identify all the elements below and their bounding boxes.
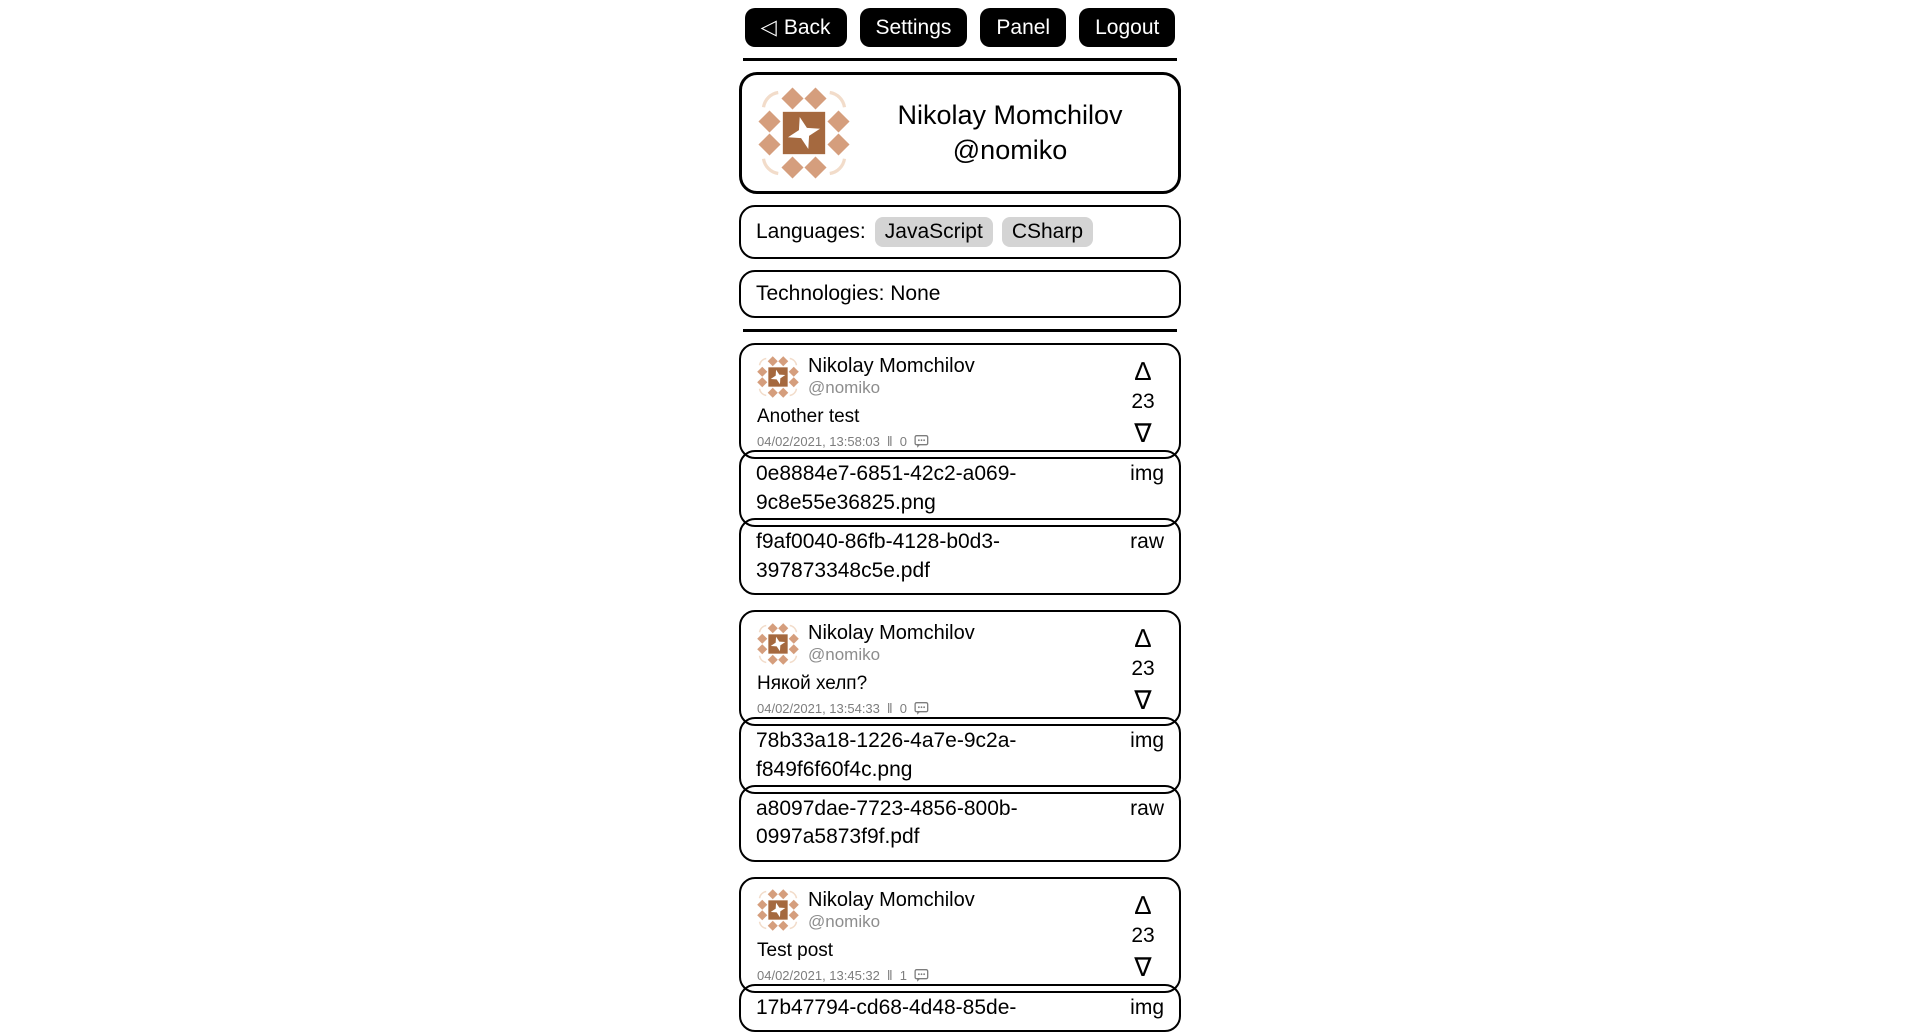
attachment-row[interactable] <box>739 984 1181 1032</box>
back-button-label: Back <box>783 16 831 39</box>
post-author-handle: @nomiko <box>808 378 881 398</box>
panel-button[interactable]: Panel <box>980 8 1066 47</box>
attachment-filename: 17b47794-cd68-4d48-85de- <box>756 996 1017 1020</box>
language-tag-csharp: CSharp <box>1002 217 1093 247</box>
attachment-filename: a8097dae-7723-4856-800b-0997a5873f9f.pdf <box>756 796 1018 849</box>
attachment-filename: 0e8884e7-6851-42c2-a069-9c8e55e36825.png <box>756 462 1017 514</box>
vote-column <box>1119 355 1167 449</box>
profile-handle: @nomiko <box>952 135 1068 166</box>
attachment-row[interactable] <box>739 450 1181 527</box>
attachment-type-badge: img <box>1130 462 1164 486</box>
upvote-icon[interactable]: ∆ <box>1135 622 1151 653</box>
comment-bubble-icon <box>914 701 929 716</box>
post-title: Test post <box>757 940 834 962</box>
comment-bubble-icon <box>914 968 929 983</box>
attachment-filename: 78b33a18-1226-4a7e-9c2a-f849f6f60f4c.png <box>756 729 1017 781</box>
post-timestamp: 04/02/2021, 13:45:32 <box>757 967 880 983</box>
attachment-type-badge: img <box>1130 729 1164 753</box>
post-meta <box>757 700 1119 716</box>
divider <box>743 58 1177 61</box>
profile-avatar-identicon <box>758 87 850 179</box>
vote-column <box>1119 622 1167 716</box>
post-comment-count: 0 <box>899 700 907 716</box>
post-main <box>757 889 1119 983</box>
post-avatar-identicon <box>757 356 799 398</box>
post-header <box>757 355 1119 398</box>
post-meta <box>757 967 1119 983</box>
languages-card <box>739 205 1181 259</box>
divider <box>743 329 1177 332</box>
comment-bubble-icon <box>914 434 929 449</box>
post-group <box>739 877 1181 1032</box>
post-author-name: Nikolay Momchilov <box>808 355 975 378</box>
post-card[interactable] <box>739 877 1181 993</box>
post-title: Another test <box>757 406 860 428</box>
post-author-block <box>808 355 975 398</box>
post-author-name: Nikolay Momchilov <box>808 888 975 911</box>
vote-count: 23 <box>1131 390 1155 414</box>
post-comment-count: 0 <box>899 433 907 449</box>
attachment-type-badge: raw <box>1130 530 1164 554</box>
logout-button[interactable]: Logout <box>1079 8 1175 47</box>
attachment-filename: f9af0040-86fb-4128-b0d3-397873348c5e.pdf <box>756 530 1001 582</box>
post-main <box>757 622 1119 716</box>
post-timestamp: 04/02/2021, 13:58:03 <box>757 433 880 449</box>
post-avatar-identicon <box>757 889 799 931</box>
post-author-name: Nikolay Momchilov <box>808 621 975 644</box>
post-card[interactable] <box>739 343 1181 459</box>
profile-names <box>858 98 1162 168</box>
toolbar <box>739 8 1181 47</box>
post-author-block <box>808 889 975 932</box>
post-main <box>757 355 1119 449</box>
back-button[interactable] <box>745 8 847 47</box>
language-tag-javascript: JavaScript <box>875 217 993 247</box>
upvote-icon[interactable]: ∆ <box>1135 356 1151 387</box>
settings-button[interactable]: Settings <box>860 8 968 47</box>
vote-column <box>1119 889 1167 983</box>
vote-count: 23 <box>1131 657 1155 681</box>
meta-separator: ‖ <box>886 967 893 984</box>
meta-separator: ‖ <box>886 700 893 717</box>
languages-label: Languages: <box>756 220 866 244</box>
content-column <box>739 0 1181 1032</box>
post-author-block <box>808 622 975 665</box>
post-header <box>757 622 1119 665</box>
post-author-handle: @nomiko <box>808 644 881 664</box>
post-timestamp: 04/02/2021, 13:54:33 <box>757 700 880 716</box>
profile-name: Nikolay Momchilov <box>897 100 1123 130</box>
attachment-row[interactable] <box>739 717 1181 794</box>
attachment-type-badge: img <box>1130 996 1164 1020</box>
technologies-card <box>739 270 1181 318</box>
post-group <box>739 343 1181 595</box>
post-meta <box>757 433 1119 449</box>
vote-count: 23 <box>1131 923 1155 947</box>
post-comment-count: 1 <box>899 967 907 983</box>
post-avatar-identicon <box>757 623 799 665</box>
meta-separator: ‖ <box>886 433 893 450</box>
downvote-icon[interactable]: ∇ <box>1134 418 1152 449</box>
downvote-icon[interactable]: ∇ <box>1134 952 1152 982</box>
attachment-row[interactable] <box>739 518 1181 595</box>
technologies-label: Technologies: None <box>756 282 941 306</box>
back-triangle-icon: ◁ <box>760 16 777 39</box>
profile-card <box>739 72 1181 194</box>
post-title: Някой хелп? <box>757 673 868 695</box>
post-header <box>757 889 1119 932</box>
post-author-handle: @nomiko <box>808 911 881 931</box>
upvote-icon[interactable]: ∆ <box>1135 889 1151 920</box>
post-group <box>739 610 1181 862</box>
attachment-type-badge: raw <box>1130 796 1164 820</box>
post-card[interactable] <box>739 610 1181 726</box>
attachment-row[interactable] <box>739 785 1181 862</box>
downvote-icon[interactable]: ∇ <box>1134 685 1152 716</box>
